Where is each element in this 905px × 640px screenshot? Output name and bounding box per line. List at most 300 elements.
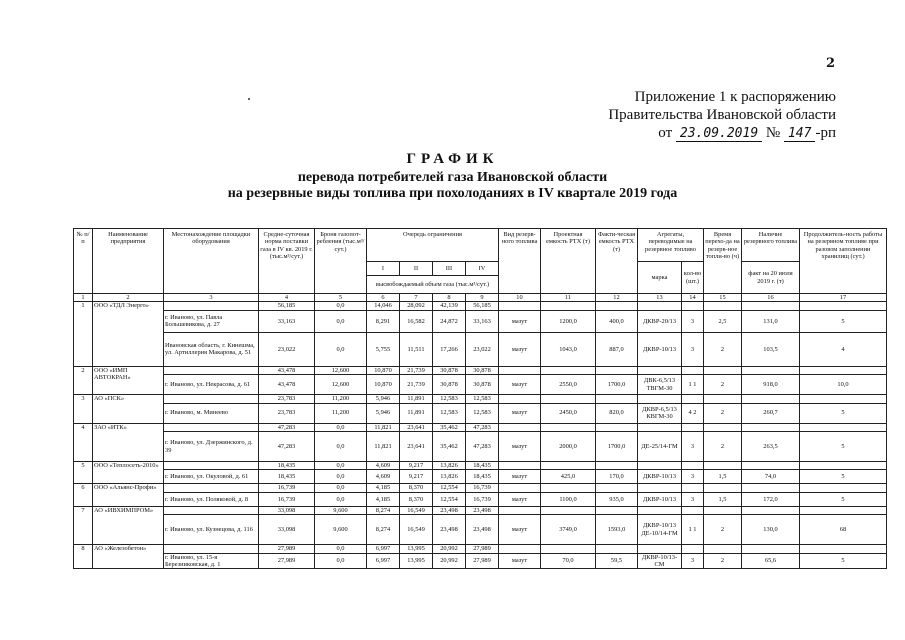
- duration: 5: [800, 432, 887, 462]
- site-value: 12,583: [433, 403, 466, 423]
- empty-cell: [704, 462, 742, 470]
- site-value: 24,872: [433, 310, 466, 332]
- summary-value: 56,185: [259, 302, 315, 310]
- site-value: 13,995: [400, 553, 433, 569]
- summary-value: 33,098: [259, 506, 315, 514]
- col-num: 10: [499, 294, 541, 302]
- table-row: [74, 332, 887, 366]
- actual-capacity: 1700,0: [596, 432, 638, 462]
- actual-capacity: 887,0: [596, 332, 638, 366]
- hdr-q2: II: [400, 262, 433, 276]
- site-value: 9,217: [400, 470, 433, 484]
- unit-mark: ДКВР-6,5/13 КВГМ-30: [638, 403, 682, 423]
- summary-value: 9,600: [315, 506, 367, 514]
- site-value: 0,0: [315, 470, 367, 484]
- hdr-released: высвобождаемый объем газа (тыс.м³/сут.): [367, 276, 499, 294]
- unit-mark: ДКВР-10/13-СМ: [638, 553, 682, 569]
- site-value: 23,498: [466, 515, 499, 545]
- col-num: 1: [74, 294, 93, 302]
- table-row: [74, 492, 887, 506]
- site-value: 23,498: [433, 515, 466, 545]
- unit-mark: ДКВР-20/13: [638, 310, 682, 332]
- duration: 5: [800, 310, 887, 332]
- fuel-stock: 263,5: [742, 432, 800, 462]
- hdr-mark: марка: [638, 262, 682, 294]
- summary-value: 10,870: [367, 366, 400, 374]
- site-value: 8,370: [400, 492, 433, 506]
- appendix-line1: Приложение 1 к распоряжению: [634, 89, 836, 105]
- duration: 68: [800, 515, 887, 545]
- site-value: 12,600: [315, 375, 367, 395]
- company-name: АО «ПСК»: [93, 395, 164, 423]
- empty-cell: [541, 506, 596, 514]
- site-value: 4,609: [367, 470, 400, 484]
- summary-value: 30,878: [433, 366, 466, 374]
- empty-cell: [596, 423, 638, 431]
- summary-value: 11,821: [367, 423, 400, 431]
- empty-cell: [541, 302, 596, 310]
- table-row-summary: [74, 545, 887, 553]
- empty-cell: [704, 302, 742, 310]
- site-value: 11,891: [400, 403, 433, 423]
- row-number: 1: [74, 302, 93, 366]
- duration: 5: [800, 553, 887, 569]
- empty-cell: [800, 506, 887, 514]
- doc-subtitle-2: на резервные виды топлива при похолоданиях в IV квартале 2019 года: [227, 186, 678, 201]
- site-value: 33,163: [466, 310, 499, 332]
- empty-cell: [596, 484, 638, 492]
- design-capacity: 2550,0: [541, 375, 596, 395]
- fuel-type: мазут: [499, 375, 541, 395]
- empty-cell: [800, 302, 887, 310]
- site-value: 12,554: [433, 492, 466, 506]
- hdr-count: кол-во (шт.): [682, 262, 704, 294]
- duration: 5: [800, 403, 887, 423]
- summary-value: 35,462: [433, 423, 466, 431]
- site-value: 8,274: [367, 515, 400, 545]
- col-num: 16: [742, 294, 800, 302]
- duration: 5: [800, 492, 887, 506]
- actual-capacity: 400,0: [596, 310, 638, 332]
- empty-cell: [164, 545, 259, 553]
- empty-cell: [742, 423, 800, 431]
- design-capacity: 3749,0: [541, 515, 596, 545]
- summary-value: 12,600: [315, 366, 367, 374]
- empty-cell: [682, 395, 704, 403]
- table-row: [74, 515, 887, 545]
- empty-cell: [638, 484, 682, 492]
- unit-mark: ДКВР-10/13: [638, 332, 682, 366]
- summary-value: 23,641: [400, 423, 433, 431]
- switch-time: 2: [704, 403, 742, 423]
- summary-value: 11,200: [315, 395, 367, 403]
- summary-value: 0,0: [315, 302, 367, 310]
- empty-cell: [682, 302, 704, 310]
- hdr-fuel-fact: факт на 20 июля 2019 г. (т): [742, 262, 800, 294]
- site-value: 23,783: [259, 403, 315, 423]
- site-value: 16,739: [259, 492, 315, 506]
- site-value: 13,826: [433, 470, 466, 484]
- summary-value: 18,435: [259, 462, 315, 470]
- actual-capacity: 59,5: [596, 553, 638, 569]
- summary-value: 0,0: [315, 484, 367, 492]
- fuel-type: мазут: [499, 515, 541, 545]
- summary-value: 23,783: [259, 395, 315, 403]
- empty-cell: [596, 395, 638, 403]
- empty-cell: [638, 366, 682, 374]
- table-row-summary: [74, 366, 887, 374]
- hdr-queue: Очередь ограничения: [367, 229, 499, 262]
- table-row-summary: [74, 423, 887, 431]
- unit-mark: ДКВР-10/13: [638, 492, 682, 506]
- site-location: Ивановская область, г. Кинешма, ул. Артиллерия Макарова, д. 51: [164, 332, 259, 366]
- site-value: 0,0: [315, 492, 367, 506]
- summary-value: 12,583: [433, 395, 466, 403]
- summary-value: 0,0: [315, 423, 367, 431]
- appendix-from: от: [658, 125, 673, 141]
- summary-value: 12,583: [466, 395, 499, 403]
- site-value: 47,283: [466, 432, 499, 462]
- table-row: [74, 403, 887, 423]
- appendix-number: 147: [784, 126, 815, 142]
- summary-value: 13,995: [400, 545, 433, 553]
- site-value: 30,878: [433, 375, 466, 395]
- site-value: 23,022: [259, 332, 315, 366]
- empty-cell: [164, 366, 259, 374]
- unit-count: 3: [682, 553, 704, 569]
- appendix-line3: [608, 124, 836, 143]
- empty-cell: [800, 484, 887, 492]
- col-num: 13: [638, 294, 682, 302]
- site-value: 23,022: [466, 332, 499, 366]
- empty-cell: [742, 545, 800, 553]
- fuel-stock: 172,0: [742, 492, 800, 506]
- site-value: 16,582: [400, 310, 433, 332]
- empty-cell: [499, 423, 541, 431]
- summary-value: 4,609: [367, 462, 400, 470]
- site-value: 5,755: [367, 332, 400, 366]
- site-value: 11,200: [315, 403, 367, 423]
- unit-mark: ДКВР-10/13: [638, 470, 682, 484]
- summary-value: 8,370: [400, 484, 433, 492]
- col-num: 2: [93, 294, 164, 302]
- empty-cell: [499, 545, 541, 553]
- actual-capacity: 820,0: [596, 403, 638, 423]
- empty-cell: [682, 506, 704, 514]
- page-number: 2: [826, 56, 836, 71]
- site-value: 43,478: [259, 375, 315, 395]
- empty-cell: [638, 395, 682, 403]
- summary-value: 21,739: [400, 366, 433, 374]
- row-number: 5: [74, 462, 93, 484]
- col-num: 11: [541, 294, 596, 302]
- empty-cell: [541, 366, 596, 374]
- empty-cell: [638, 545, 682, 553]
- company-name: ООО «ТДЛ Энерго»: [93, 302, 164, 366]
- site-value: 4,185: [367, 492, 400, 506]
- hdr-location: Местонахождение площадки оборудования: [164, 229, 259, 294]
- empty-cell: [800, 366, 887, 374]
- col-num: 5: [315, 294, 367, 302]
- empty-cell: [704, 395, 742, 403]
- site-value: 21,739: [400, 375, 433, 395]
- table-row: [74, 553, 887, 569]
- summary-value: 0,0: [315, 545, 367, 553]
- site-value: 18,435: [466, 470, 499, 484]
- hdr-units: Агрегаты, переводимые на резервное топливо: [638, 229, 704, 262]
- company-name: ООО «ИМП АВТОКРАН»: [93, 366, 164, 394]
- empty-cell: [596, 366, 638, 374]
- company-name: ЗАО «ИТК»: [93, 423, 164, 461]
- empty-cell: [704, 423, 742, 431]
- summary-value: 6,997: [367, 545, 400, 553]
- appendix-date: 23.09.2019: [676, 126, 762, 142]
- empty-cell: [596, 302, 638, 310]
- switch-time: 2: [704, 332, 742, 366]
- site-value: 0,0: [315, 310, 367, 332]
- summary-value: 12,554: [433, 484, 466, 492]
- actual-capacity: 1700,0: [596, 375, 638, 395]
- summary-value: 16,739: [259, 484, 315, 492]
- unit-count: 3: [682, 492, 704, 506]
- site-value: 35,462: [433, 432, 466, 462]
- summary-value: 47,283: [259, 423, 315, 431]
- table-row: [74, 432, 887, 462]
- design-capacity: 425,0: [541, 470, 596, 484]
- summary-value: 18,435: [466, 462, 499, 470]
- site-value: 23,641: [400, 432, 433, 462]
- empty-cell: [638, 302, 682, 310]
- col-num: 6: [367, 294, 400, 302]
- empty-cell: [164, 484, 259, 492]
- fuel-stock: 103,5: [742, 332, 800, 366]
- appendix-block: [608, 88, 836, 143]
- site-value: 0,0: [315, 432, 367, 462]
- hdr-reserve: Броня газопот-ребления (тыс.м³/сут.): [315, 229, 367, 294]
- summary-value: 23,498: [466, 506, 499, 514]
- empty-cell: [499, 462, 541, 470]
- design-capacity: 1043,0: [541, 332, 596, 366]
- site-value: 16,739: [466, 492, 499, 506]
- summary-value: 13,826: [433, 462, 466, 470]
- actual-capacity: 935,0: [596, 492, 638, 506]
- design-capacity: 2000,0: [541, 432, 596, 462]
- hdr-q3: III: [433, 262, 466, 276]
- empty-cell: [499, 506, 541, 514]
- schedule-table: [73, 228, 887, 569]
- empty-cell: [800, 395, 887, 403]
- empty-cell: [638, 462, 682, 470]
- summary-value: 47,283: [466, 423, 499, 431]
- fuel-stock: 918,0: [742, 375, 800, 395]
- site-value: 11,511: [400, 332, 433, 366]
- summary-value: 27,989: [466, 545, 499, 553]
- empty-cell: [682, 366, 704, 374]
- doc-subtitle-1: перевода потребителей газа Ивановской области: [297, 170, 608, 185]
- site-value: 6,997: [367, 553, 400, 569]
- col-num: 15: [704, 294, 742, 302]
- empty-cell: [499, 395, 541, 403]
- empty-cell: [682, 545, 704, 553]
- empty-cell: [682, 484, 704, 492]
- design-capacity: 1100,0: [541, 492, 596, 506]
- col-num: 8: [433, 294, 466, 302]
- empty-cell: [499, 484, 541, 492]
- actual-capacity: 170,0: [596, 470, 638, 484]
- empty-cell: [742, 302, 800, 310]
- empty-cell: [742, 506, 800, 514]
- site-value: 11,821: [367, 432, 400, 462]
- empty-cell: [164, 462, 259, 470]
- table-row-summary: [74, 506, 887, 514]
- table-row: [74, 375, 887, 395]
- switch-time: 2: [704, 375, 742, 395]
- actual-capacity: 1593,0: [596, 515, 638, 545]
- hdr-design-cap: Проектная емкость РТХ (т): [541, 229, 596, 294]
- empty-cell: [596, 545, 638, 553]
- table-row-summary: [74, 484, 887, 492]
- duration: 10,0: [800, 375, 887, 395]
- hdr-name: Наименование предприятия: [93, 229, 164, 294]
- empty-cell: [596, 462, 638, 470]
- empty-cell: [164, 302, 259, 310]
- company-name: АО «Железобетон»: [93, 545, 164, 569]
- site-value: 0,0: [315, 332, 367, 366]
- col-num: 12: [596, 294, 638, 302]
- fuel-stock: 74,0: [742, 470, 800, 484]
- fuel-type: мазут: [499, 553, 541, 569]
- empty-cell: [596, 506, 638, 514]
- hdr-duration: Продолжитель-ность работы на резервном топливе при разовом заполнении хранилищ (сут.): [800, 229, 887, 294]
- speck: [248, 98, 250, 100]
- site-value: 27,989: [259, 553, 315, 569]
- hdr-q1: I: [367, 262, 400, 276]
- row-number: 4: [74, 423, 93, 461]
- summary-value: 14,046: [367, 302, 400, 310]
- col-num: 3: [164, 294, 259, 302]
- hdr-actual-cap: Факти-ческая емкость РТХ (т): [596, 229, 638, 294]
- row-number: 2: [74, 366, 93, 394]
- site-location: г. Иваново, ул. Кузнецова, д. 116: [164, 515, 259, 545]
- col-num: 4: [259, 294, 315, 302]
- site-location: г. Иваново, ул. Поляковой, д. 8: [164, 492, 259, 506]
- empty-cell: [682, 462, 704, 470]
- summary-value: 4,185: [367, 484, 400, 492]
- row-number: 3: [74, 395, 93, 423]
- table-row-summary: [74, 302, 887, 310]
- switch-time: 2,5: [704, 310, 742, 332]
- unit-count: 3: [682, 470, 704, 484]
- appendix-no-sign: №: [765, 125, 781, 141]
- site-value: 33,163: [259, 310, 315, 332]
- doc-title: ГРАФИК: [406, 151, 499, 167]
- empty-cell: [704, 545, 742, 553]
- hdr-number-row: [74, 294, 887, 302]
- fuel-type: мазут: [499, 403, 541, 423]
- summary-value: 11,891: [400, 395, 433, 403]
- hdr-fuel-stock: Наличие резервного топлива: [742, 229, 800, 262]
- switch-time: 2: [704, 515, 742, 545]
- unit-count: 3: [682, 432, 704, 462]
- summary-value: 16,739: [466, 484, 499, 492]
- empty-cell: [164, 423, 259, 431]
- site-location: г. Иваново, ул. 15-я Березниковская, д. 1: [164, 553, 259, 569]
- summary-value: 23,498: [433, 506, 466, 514]
- fuel-type: мазут: [499, 332, 541, 366]
- empty-cell: [164, 395, 259, 403]
- site-value: 47,283: [259, 432, 315, 462]
- fuel-type: мазут: [499, 470, 541, 484]
- summary-value: 30,878: [466, 366, 499, 374]
- empty-cell: [742, 462, 800, 470]
- empty-cell: [164, 506, 259, 514]
- col-num: 14: [682, 294, 704, 302]
- hdr-fuel: Вид резерв-ного топлива: [499, 229, 541, 294]
- duration: 5: [800, 470, 887, 484]
- site-value: 8,291: [367, 310, 400, 332]
- summary-value: 43,478: [259, 366, 315, 374]
- hdr-norm: Средне-суточная норма поставки газа в IV кв. 2019 г. (тыс.м³/сут.): [259, 229, 315, 294]
- row-number: 7: [74, 506, 93, 544]
- site-value: 27,989: [466, 553, 499, 569]
- site-location: г. Иваново, ул. Дзержинского, д. 39: [164, 432, 259, 462]
- site-location: г. Иваново, м. Минеево: [164, 403, 259, 423]
- site-location: г. Иваново, ул. Павла Большевикова, д. 27: [164, 310, 259, 332]
- empty-cell: [742, 366, 800, 374]
- unit-count: 1 1: [682, 515, 704, 545]
- design-capacity: 1200,0: [541, 310, 596, 332]
- hdr-switch-time: Время перехо-да на резерв-ное топли-во (ч): [704, 229, 742, 294]
- table-body: [74, 302, 887, 569]
- summary-value: 28,092: [400, 302, 433, 310]
- fuel-type: мазут: [499, 492, 541, 506]
- switch-time: 2: [704, 432, 742, 462]
- row-number: 6: [74, 484, 93, 506]
- empty-cell: [742, 395, 800, 403]
- design-capacity: 70,0: [541, 553, 596, 569]
- empty-cell: [742, 484, 800, 492]
- site-location: г. Иваново, ул. Некрасова, д. 61: [164, 375, 259, 395]
- col-num: 7: [400, 294, 433, 302]
- table-row-summary: [74, 395, 887, 403]
- empty-cell: [800, 462, 887, 470]
- empty-cell: [638, 506, 682, 514]
- site-value: 0,0: [315, 553, 367, 569]
- table-row-summary: [74, 462, 887, 470]
- site-value: 18,435: [259, 470, 315, 484]
- hdr-no: № п/п: [74, 229, 93, 294]
- site-value: 5,946: [367, 403, 400, 423]
- col-num: 9: [466, 294, 499, 302]
- empty-cell: [800, 423, 887, 431]
- col-num: 17: [800, 294, 887, 302]
- empty-cell: [638, 423, 682, 431]
- site-value: 12,583: [466, 403, 499, 423]
- appendix-suffix: -рп: [815, 125, 836, 141]
- summary-value: 20,992: [433, 545, 466, 553]
- site-value: 20,992: [433, 553, 466, 569]
- empty-cell: [704, 366, 742, 374]
- empty-cell: [499, 302, 541, 310]
- empty-cell: [541, 395, 596, 403]
- empty-cell: [541, 545, 596, 553]
- site-value: 30,878: [466, 375, 499, 395]
- summary-value: 5,946: [367, 395, 400, 403]
- fuel-type: мазут: [499, 432, 541, 462]
- site-value: 9,600: [315, 515, 367, 545]
- fuel-stock: 65,6: [742, 553, 800, 569]
- row-number: 8: [74, 545, 93, 569]
